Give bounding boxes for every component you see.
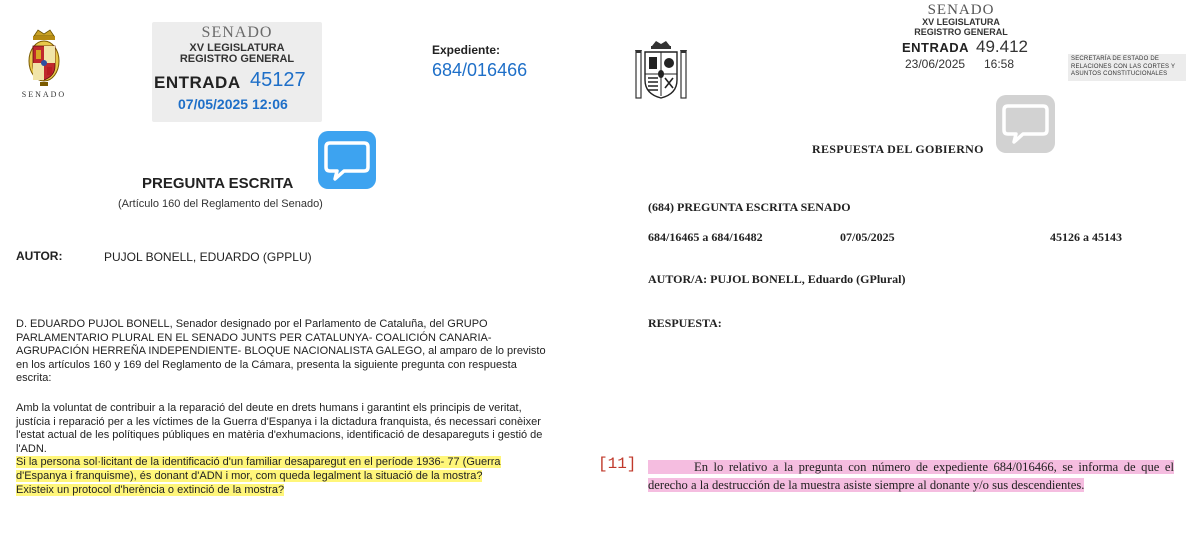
stamp-entrada-number: 45127 — [250, 69, 306, 91]
respuesta-label: RESPUESTA: — [648, 316, 722, 330]
pregunta-escrita-line: (684) PREGUNTA ESCRITA SENADO — [648, 200, 851, 214]
senado-seal-caption: SENADO — [21, 90, 67, 99]
stamp-entrada-number: 49.412 — [976, 37, 1028, 56]
respuesta-gobierno-heading: RESPUESTA DEL GOBIERNO — [812, 142, 984, 156]
context-paragraph: Amb la voluntat de contribuir a la reparació del deute en drets humans i garantint els principis de veritat, justícia i reparació per a les víctimes de la Guerra d'Espanya i la dictadura franquista, és necessari conèixer l'estat actual de les polítiques públiques en matèria d'exhumacions, identificació de desapareguts i gestió de l'ADN. — [16, 402, 543, 455]
registro-salida-stamp — [880, 2, 1042, 70]
spain-coat-of-arms-icon — [632, 40, 690, 104]
stamp-entrada-label: ENTRADA — [902, 40, 970, 55]
document-subtitle: (Artículo 160 del Reglamento del Senado) — [118, 198, 323, 210]
stamp-legislatura: XV LEGISLATURA — [922, 17, 1000, 27]
question-block — [16, 402, 546, 497]
answer-paragraph — [648, 459, 1174, 494]
intro-paragraph: D. EDUARDO PUJOL BONELL, Senador designado por el Parlamento de Cataluña, del GRUPO PARLAMENTARIO PLURAL EN EL SENADO JUNTS PER CATALUNYA- COALICIÓN CANARIA- AGRUPACIÓN HERREÑA INDEPENDIENTE- BLOQUE NACIONALISTA GALEGO, al amparo de lo previsto en los artículos 160 y 169 del Reglamento de la Cámara, presenta la siguiente pregunta con respuesta escrita: — [16, 318, 546, 385]
autor-value: PUJOL BONELL, EDUARDO (GPPLU) — [104, 250, 312, 264]
highlighted-question-1: Si la persona sol·licitant de la identificació d'un familiar desaparegut en el període 1936- 77 (Guerra d'Espanya i franquisme), és donant d'ADN i mor, com queda legalment la situació de la mostra? — [16, 456, 501, 482]
secretaria-estado-box — [1068, 54, 1186, 81]
stamp-datetime: 07/05/2025 12:06 — [178, 96, 288, 112]
stamp-entrada-label: ENTRADA — [154, 73, 241, 92]
stamp-registro: REGISTRO GENERAL — [179, 53, 295, 65]
stamp-date: 23/06/2025 — [905, 57, 966, 71]
autor-label: AUTOR: — [16, 249, 63, 263]
answer-text: En lo relativo a la pregunta con número de expediente 684/016466, se informa de que el derecho a la destrucción de la muestra asiste siempre al donante y/o sus descendientes. — [648, 460, 1174, 492]
secretaria-line-1: SECRETARÍA DE ESTADO DE — [1071, 56, 1160, 62]
expediente-range: 684/16465 a 684/16482 — [648, 230, 763, 244]
senado-coat-of-arms-icon — [22, 28, 66, 88]
secretaria-line-2: RELACIONES CON LAS CORTES Y — [1071, 63, 1176, 70]
expediente-number: 684/016466 — [432, 60, 528, 80]
speech-bubble-icon[interactable] — [996, 95, 1055, 153]
stamp-registro: REGISTRO GENERAL — [914, 27, 1008, 37]
autor-line: AUTOR/A: PUJOL BONELL, Eduardo (GPlural) — [648, 272, 906, 286]
stamp-legislatura: XV LEGISLATURA — [189, 42, 285, 54]
expediente-label: Expediente: — [432, 43, 501, 57]
reference-tag: [11] — [598, 455, 637, 473]
secretaria-line-3: ASUNTOS CONSTITUCIONALES — [1071, 71, 1168, 78]
stamp-header: SENADO — [927, 2, 995, 18]
stamp-header: SENADO — [201, 24, 273, 41]
speech-bubble-icon[interactable] — [318, 131, 376, 189]
document-title: PREGUNTA ESCRITA — [142, 175, 294, 192]
registro-entrada-stamp — [152, 22, 322, 122]
pregunta-date: 07/05/2025 — [840, 230, 895, 244]
highlighted-question-2: Existeix un protocol d'herència o extinció de la mostra? — [16, 483, 285, 496]
registro-range: 45126 a 45143 — [1050, 230, 1122, 244]
stamp-time: 16:58 — [984, 57, 1015, 71]
